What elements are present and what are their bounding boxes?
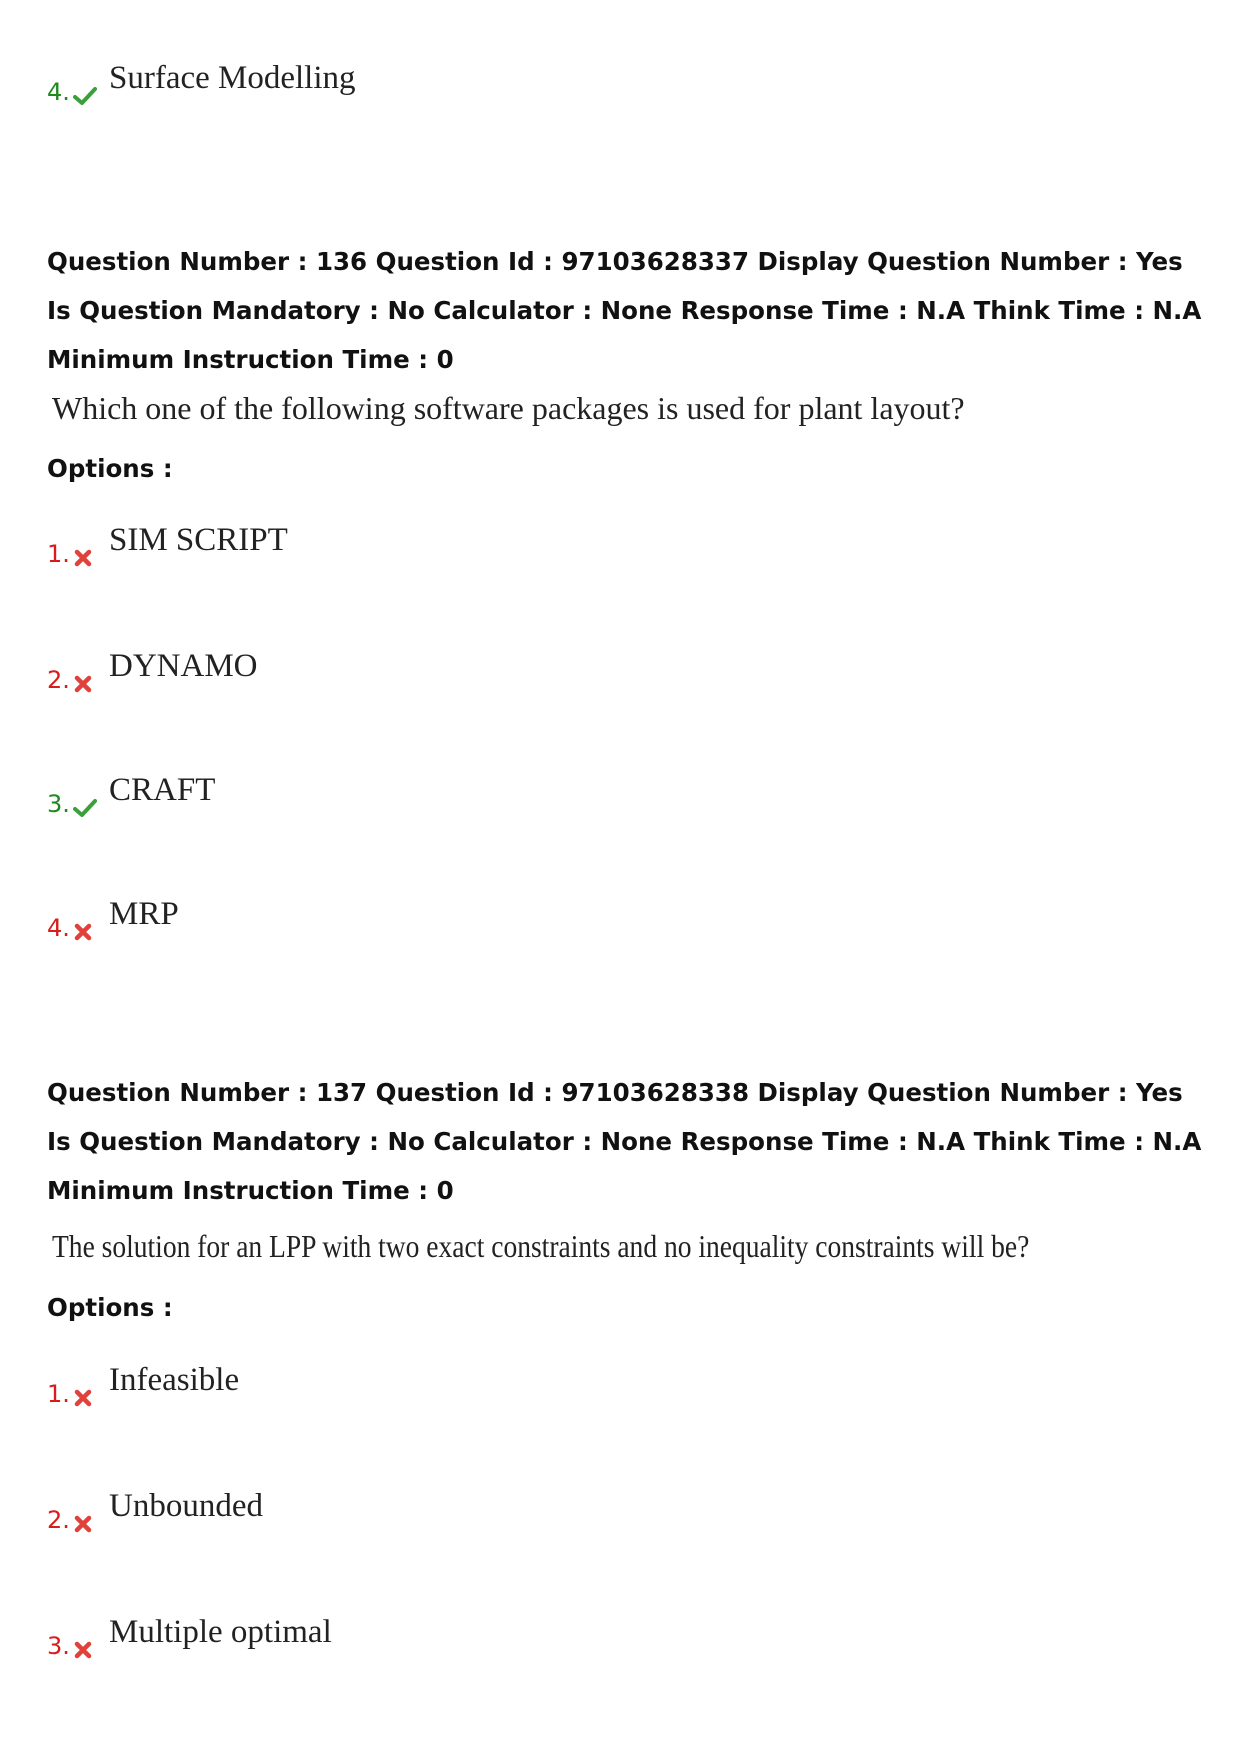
- cross-icon: [73, 548, 109, 568]
- question-meta: Question Number : 137 Question Id : 97103628338 Display Question Number : Yes Is Question Mandatory : No Calculator : None Response Time : N.A Think Time : N.A Minimum Instruction Time : 0: [47, 1078, 1202, 1205]
- option-number: 3.: [47, 1632, 70, 1660]
- option-row: [47, 646, 258, 694]
- option-number: 4.: [47, 914, 70, 942]
- option-row: [47, 1612, 332, 1660]
- option-text: DYNAMO: [109, 648, 258, 684]
- check-icon: [73, 86, 109, 106]
- cross-icon: [73, 1514, 109, 1534]
- option-text: Unbounded: [109, 1488, 263, 1524]
- option-text: CRAFT: [109, 772, 216, 808]
- option-text: Multiple optimal: [109, 1614, 332, 1650]
- options-label: Options :: [47, 1293, 173, 1322]
- cross-icon: [73, 1640, 109, 1660]
- option-row: [47, 894, 179, 942]
- option-number: 2.: [47, 1506, 70, 1534]
- option-row: [47, 1486, 263, 1534]
- option-row: [47, 520, 288, 568]
- question-text: The solution for an LPP with two exact constraints and no inequality constraints will be?: [52, 1228, 1030, 1264]
- option-row: [47, 1360, 239, 1408]
- cross-icon: [73, 1388, 109, 1408]
- cross-icon: [73, 922, 109, 942]
- option-number: 4.: [47, 78, 70, 106]
- question-meta: Question Number : 136 Question Id : 97103628337 Display Question Number : Yes Is Question Mandatory : No Calculator : None Response Time : N.A Think Time : N.A Minimum Instruction Time : 0: [47, 247, 1202, 374]
- option-number: 2.: [47, 666, 70, 694]
- option-number: 1.: [47, 1380, 70, 1408]
- option-row: [47, 58, 356, 106]
- option-number: 1.: [47, 540, 70, 568]
- options-label: Options :: [47, 454, 173, 483]
- option-text: Infeasible: [109, 1362, 240, 1398]
- option-text: SIM SCRIPT: [109, 522, 288, 558]
- question-text: Which one of the following software packages is used for plant layout?: [52, 390, 965, 426]
- option-text: MRP: [109, 896, 179, 932]
- option-number: 3.: [47, 790, 70, 818]
- cross-icon: [73, 674, 109, 694]
- option-text: Surface Modelling: [109, 60, 356, 96]
- check-icon: [73, 798, 109, 818]
- option-row: [47, 770, 215, 818]
